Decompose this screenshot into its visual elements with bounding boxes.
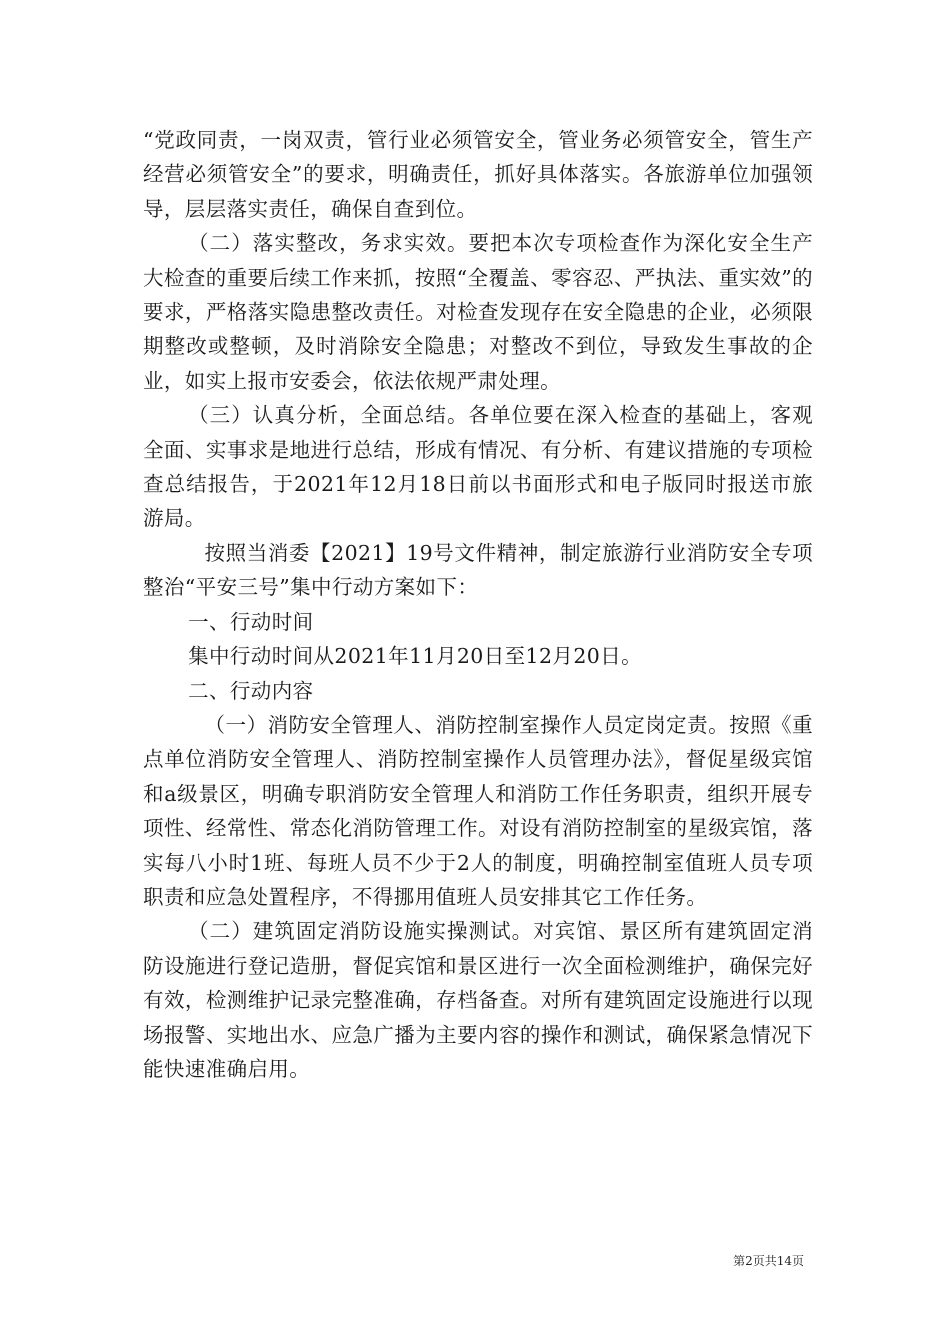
paragraph-fire-manager-duties: （一）消防安全管理人、消防控制室操作人员定岗定责。按照《重点单位消防安全管理人、消防控制室操作人员管理办法》，督促星级宾馆和a级景区，明确专职消防安全管理人和消防工作任务职责，组织开展专项性、经常性、常态化消防管理工作。对设有消防控制室的星级宾馆，落实每八小时1班、每班人员不少于2人的制度，明确控制室值班人员专项职责和应急处置程序，不得挪用值班人员安排其它工作任务。	[143, 712, 813, 909]
paragraph-requirements: “党政同责，一岗双责，管行业必须管安全，管业务必须管安全，管生产经营必须管安全”的要求，明确责任，抓好具体落实。各旅游单位加强领导，层层落实责任，确保自查到位。	[143, 128, 813, 221]
heading-action-content: 二、行动内容	[188, 678, 314, 703]
paragraph-rectification: （二）落实整改，务求实效。要把本次专项检查作为深化安全生产大检查的重要后续工作来抓，按照“全覆盖、零容忍、严执法、重实效”的要求，严格落实隐患整改责任。对检查发现存在安全隐患的企业，必须限期整改或整顿，及时消除安全隐患；对整改不到位，导致发生事故的企业，如实上报市安委会，依法依规严肃处理。	[143, 231, 813, 393]
paragraph-action-time: 集中行动时间从2021年11月20日至12月20日。	[188, 644, 643, 669]
paragraph-summary: （三）认真分析，全面总结。各单位要在深入检查的基础上，客观全面、实事求是地进行总结，形成有情况、有分析、有建议措施的专项检查总结报告，于2021年12月18日前以书面形式和电子版同时报送市旅游局。	[143, 403, 813, 531]
document-body	[143, 123, 813, 1086]
heading-action-time: 一、行动时间	[188, 609, 314, 634]
page-number-footer: 第2页共14页	[733, 1254, 804, 1268]
paragraph-fire-facility-testing: （二）建筑固定消防设施实操测试。对宾馆、景区所有建筑固定消防设施进行登记造册，督促宾馆和景区进行一次全面检测维护，确保完好有效，检测维护记录完整准确，存档备查。对所有建筑固定设施进行以现场报警、实地出水、应急广播为主要内容的操作和测试，确保紧急情况下能快速准确启用。	[143, 919, 813, 1081]
paragraph-action-plan-intro: 按照当消委【2021】19号文件精神，制定旅游行业消防安全专项整治“平安三号”集中行动方案如下：	[143, 540, 813, 600]
